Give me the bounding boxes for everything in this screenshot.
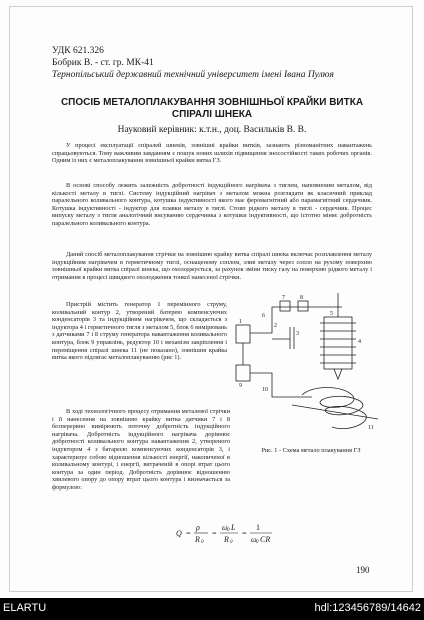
svg-text:1: 1 [239,319,242,325]
svg-text:0: 0 [227,528,230,533]
device-diagram [232,287,382,441]
svg-text:ω: ω [222,523,228,532]
svg-text:0: 0 [230,540,233,544]
udk-code: УДК 621.326 [52,46,104,56]
sensor-8-box [298,301,308,311]
paragraph-2: В основі способу лежить залежність добротності індукційного нагрівача з тиглем, наповненим металом, від кількості металу в тиглі. Систему індукційний нагрівач з металом можна розглядати як класичний приклад паралельного коливального контура, котушка індуктивності якого має феромагнітний або парамагнітний сердечник. Котушка індуктивності - індуктор для плавки металу в тиглі. Стовп рідкого металу в тиглі - сердечник. Процес випуску металу з тигля аналогічний висуванню сердечника з котушки індуктивності, що істотно міняє добротність паралельного коливального контура. [52,182,372,227]
supervisor-line: Науковий керівник: к.т.н., доц. Васильків В. В. [117,125,307,135]
svg-text:0: 0 [201,540,204,544]
svg-text:6: 6 [262,313,265,319]
svg-text:0: 0 [256,540,259,544]
paragraph-5: В ході технологічного процесу отримання металевої стрічки і її нанесення на зовнішню крайку витка датчики 7 і 8 безперервно вимірюють поточну добротність індукційного нагрівача. Добротність індукційного нагрівача дорівнює добротності коливального контура навантаження 2, утвореного індуктором 4 з батареєю компенсуючих конденсаторів 3, і характеризує собою відношення кількості енергії, накопиченої в коливальному контурі, і енергії, витраченій в опорі втрат цього контура за один період. Добротність дорівнює відношенню хвилевого опору до опору втрат цього контура і визначається за формулою: [52,408,230,491]
sensor-7-box [280,301,290,311]
university-line: Тернопільський державний технічний університет імені Івана Пулюя [52,70,334,80]
page-number: 190 [356,565,370,575]
svg-text:CR: CR [260,535,271,544]
svg-text:=: = [186,529,191,538]
figure-caption: Рис. 1 - Схема метало плакування ГЗ [261,447,361,454]
svg-text:11: 11 [368,425,374,431]
control-block [236,365,250,381]
repository-name[interactable]: ELARTU [3,602,47,614]
svg-text:=: = [242,529,247,538]
svg-text:5: 5 [330,311,333,317]
title-line-1: СПОСІБ МЕТАЛОПЛАКУВАННЯ ЗОВНІШНЬОЇ КРАЙКИ ВИТКА [60,97,364,108]
q-factor-formula [176,522,296,544]
svg-text:R: R [224,535,229,544]
svg-text:R: R [195,535,200,544]
paper-title [40,97,384,121]
svg-text:4: 4 [358,339,361,345]
crucible [324,317,352,369]
svg-text:ω: ω [251,535,257,544]
formula-q: Q [176,529,182,538]
paragraph-3: Даний спосіб металоплакування стрічки на зовнішню крайку витка спіралі шнека включає розплавлення металу індукційним нагрівачем в герметичному тиглі, оснащеному соплом, злив металу через сопло на рухому поверхню зовнішньої крайки витка спіралі шнека, що охолоджується, за рахунок зміни тиску газу на поверхню рідкого металу і отримання в процесі швидкого охолодження тонкої нанесеної стрічки. [52,251,372,281]
svg-text:3: 3 [296,331,299,337]
author-line: Бобрик В. - ст. гр. МК-41 [52,58,154,68]
svg-text:L: L [231,523,236,532]
svg-text:8: 8 [300,295,303,301]
paragraph-1: У процесі експлуатації спіралей шнеків, зовнішні крайки витків, зазнають різноманітних навантажень спрацьовуються. Тому важливим завданням є пошук нових шляхів підвищення зносостійкості таких робочих органів. Одним із них є металоплакування зовнішньої крайки витка ГЗ. [52,142,372,165]
paragraph-4: Пристрій містить генератор 1 перемінного струму, коливальний контур 2, утворений батерею компенсуючих конденсаторів 3 та індукційним нагрівачем, що складається з індуктора 4 і герметичного тигля з металом 5, блок 6 вимірювань з датчиками 7 і 8 струму генератора навантаження коливального контура, блок 9 управлінь, редуктор 10 і механізм закріплення і переміщення спіралі шнека 11 (не показано), зовнішня крайка витка якого підлягає металоплакуванню (рис 1). [52,301,228,362]
title-line-2: СПІРАЛІ ШНЕКА [171,109,253,120]
svg-text:=: = [212,529,217,538]
svg-text:7: 7 [282,295,285,301]
svg-text:1: 1 [256,523,260,532]
svg-text:ρ: ρ [196,523,200,532]
handle-id[interactable]: hdl:123456789/14642 [314,602,421,614]
repository-footer [0,598,424,620]
generator-block [236,325,250,343]
svg-text:10: 10 [262,387,268,393]
svg-text:2: 2 [274,323,277,329]
svg-text:9: 9 [239,383,242,389]
